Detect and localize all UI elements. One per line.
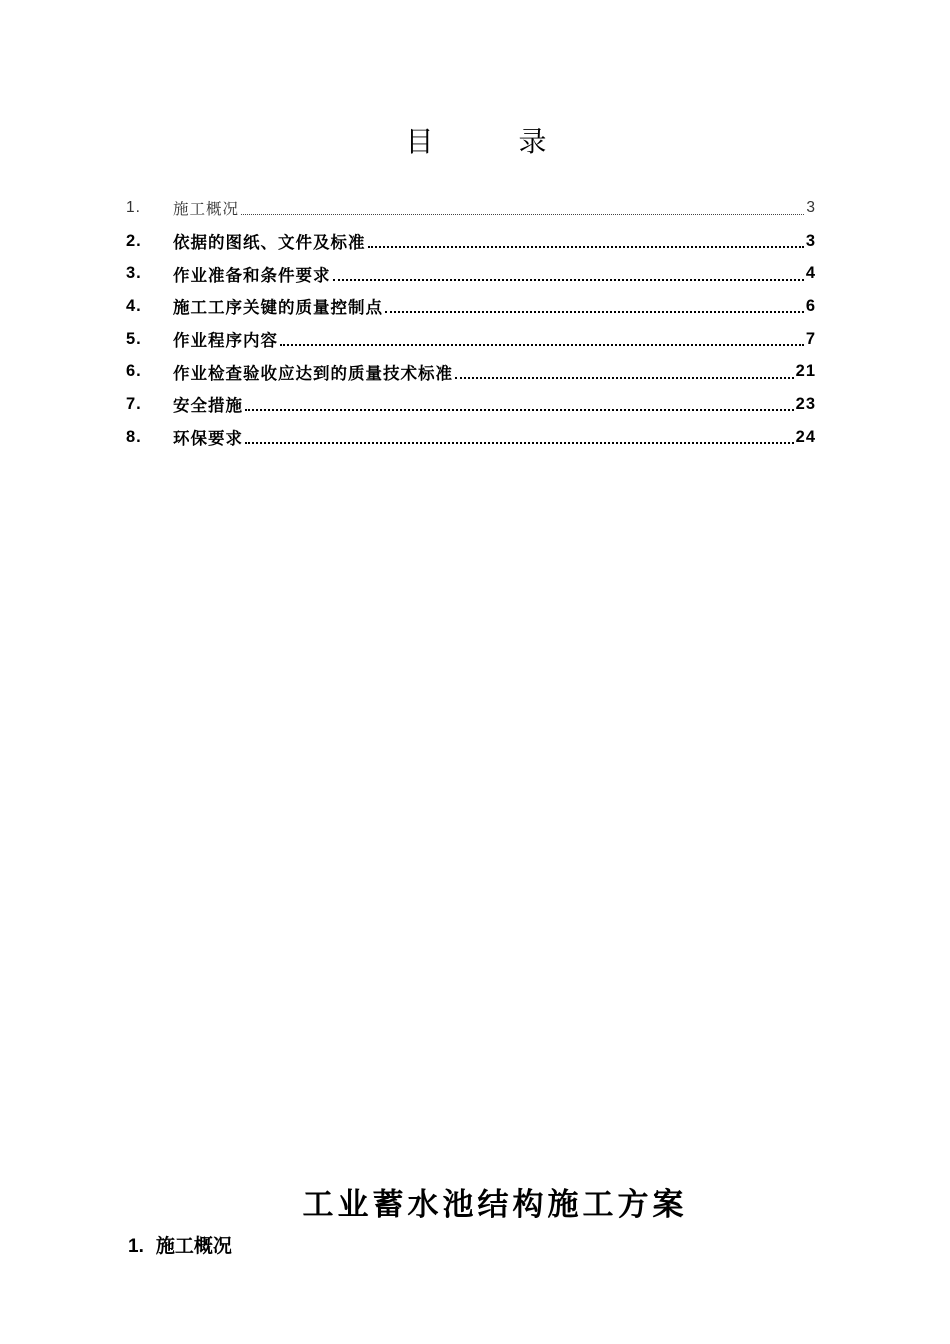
toc-dot-leader (245, 442, 794, 444)
toc-dot-leader (241, 214, 804, 215)
toc-entry-page: 21 (795, 362, 816, 381)
toc-dot-leader (245, 409, 794, 411)
toc-entry-2[interactable] (126, 225, 816, 258)
toc-entry-1[interactable] (126, 192, 816, 225)
toc-entry-page: 3 (805, 231, 816, 250)
toc-entry-number: 1. (126, 199, 141, 217)
toc-entry-page: 6 (805, 296, 816, 315)
toc-entry-text: 环保要求 (173, 429, 243, 449)
toc-entry-number: 6. (126, 362, 142, 381)
toc-entry-4[interactable] (126, 290, 816, 323)
toc-entry-8[interactable] (126, 421, 816, 454)
toc-entry-number: 4. (126, 296, 142, 315)
section-heading (128, 1232, 232, 1261)
toc-entry-6[interactable] (126, 355, 816, 388)
toc-entry-text: 作业准备和条件要求 (173, 265, 331, 285)
document-title: 工业蓄水池结构施工方案 (302, 1187, 688, 1223)
toc-entry-text: 作业程序内容 (173, 331, 278, 351)
toc-entry-number: 7. (126, 394, 142, 413)
toc-entry-3[interactable] (126, 257, 816, 290)
toc-dot-leader (333, 279, 804, 281)
toc-entry-text: 施工概况 (173, 200, 240, 219)
toc-entry-page: 7 (805, 329, 816, 348)
toc-dot-leader (455, 377, 794, 379)
toc-title: 目 录 (405, 125, 585, 158)
toc-entry-number: 3. (126, 264, 142, 283)
toc-entry-5[interactable] (126, 323, 816, 356)
toc-entry-page: 24 (795, 427, 816, 446)
toc-entry-text: 依据的图纸、文件及标准 (173, 233, 366, 253)
toc-dot-leader (280, 344, 804, 346)
toc-entry-page: 3 (806, 199, 816, 217)
toc-entry-text: 施工工序关键的质量控制点 (173, 298, 383, 318)
toc-entry-text: 安全措施 (173, 396, 243, 416)
toc-dot-leader (368, 246, 804, 248)
toc-entry-page: 23 (795, 394, 816, 413)
toc-entry-page: 4 (805, 264, 816, 283)
toc-entry-text: 作业检查验收应达到的质量技术标准 (173, 363, 453, 383)
toc-dot-leader (385, 311, 804, 313)
section-title: 施工概况 (155, 1235, 232, 1257)
toc-entry-7[interactable] (126, 388, 816, 421)
toc-entry-number: 8. (126, 427, 142, 446)
toc-entry-number: 5. (126, 329, 142, 348)
toc-entry-number: 2. (126, 231, 142, 250)
table-of-contents (126, 192, 816, 454)
section-number: 1. (128, 1236, 144, 1257)
